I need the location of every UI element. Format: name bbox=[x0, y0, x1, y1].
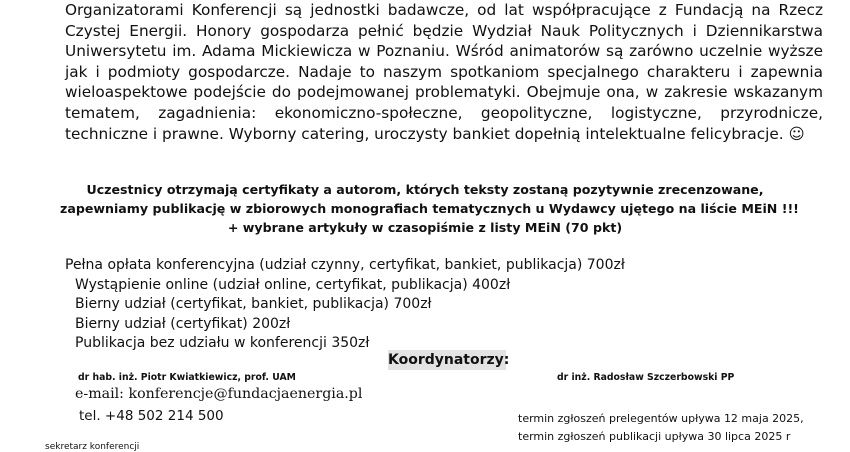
coordinators-heading: Koordynatorzy: bbox=[388, 352, 510, 368]
secretary-label: sekretarz konferencji bbox=[45, 442, 140, 452]
deadline-speakers: termin zgłoszeń prelegentów upływa 12 maja 2025, bbox=[518, 412, 804, 425]
fee-list bbox=[65, 256, 625, 354]
certificate-notice-line-2: zapewniamy publikację w zbiorowych monografiach tematycznych u Wydawcy ujętego na liście MEiN !!! bbox=[60, 201, 799, 216]
fee-item-passive: Bierny udział (certyfikat) 200zł bbox=[75, 315, 291, 332]
contact-email[interactable]: e-mail: konferencje@fundacjaenergia.pl bbox=[75, 386, 363, 402]
deadline-publications: termin zgłoszeń publikacji upływa 30 lipca 2025 r bbox=[518, 430, 791, 443]
certificate-notice bbox=[60, 180, 799, 237]
deadlines bbox=[518, 410, 804, 446]
fee-item-passive-banquet: Bierny udział (certyfikat, bankiet, publikacja) 700zł bbox=[75, 296, 432, 313]
coordinator-right: dr inż. Radosław Szczerbowski PP bbox=[557, 372, 735, 383]
certificate-notice-line-1: Uczestnicy otrzymają certyfikaty a autorom, których teksty zostaną pozytywnie zrecenzowane, bbox=[86, 182, 764, 197]
intro-paragraph: Organizatorami Konferencji są jednostki badawcze, od lat współpracujące z Fundacją na Rzecz Czystej Energii. Honory gospodarza pełnić będzie Wydział Nauk Politycznych i Dziennikarstwa Uniwersytetu im. Adama Mickiewicza w Poznaniu. Wśród animatorów są zarówno uczelnie wyższe jak i podmioty gospodarcze. Nadaje to naszym spotkaniom specjalnego charakteru i zapewnia wieloaspektowe podejście do podejmowanej problematyki. Obejmuje ona, w zakresie wskazanym tematem, zagadnienia: ekonomiczno-społeczne, geopolityczne, logistyczne, przyrodnicze, techniczne i prawne. Wyborny catering, uroczysty bankiet dopełnią intelektualne felicybracje. ☺ bbox=[65, 1, 823, 143]
fee-item-publication-only: Publikacja bez udziału w konferencji 350zł bbox=[75, 335, 370, 352]
certificate-notice-line-3: + wybrane artykuły w czasopiśmie z listy MEiN (70 pkt) bbox=[227, 220, 623, 235]
contact-phone: tel. +48 502 214 500 bbox=[79, 408, 224, 424]
fee-item-full: Pełna opłata konferencyjna (udział czynny, certyfikat, bankiet, publikacja) 700zł bbox=[65, 257, 625, 273]
fee-item-online: Wystąpienie online (udział online, certyfikat, publikacja) 400zł bbox=[75, 276, 511, 293]
coordinator-left: dr hab. inż. Piotr Kwiatkiewicz, prof. UAM bbox=[78, 372, 296, 383]
